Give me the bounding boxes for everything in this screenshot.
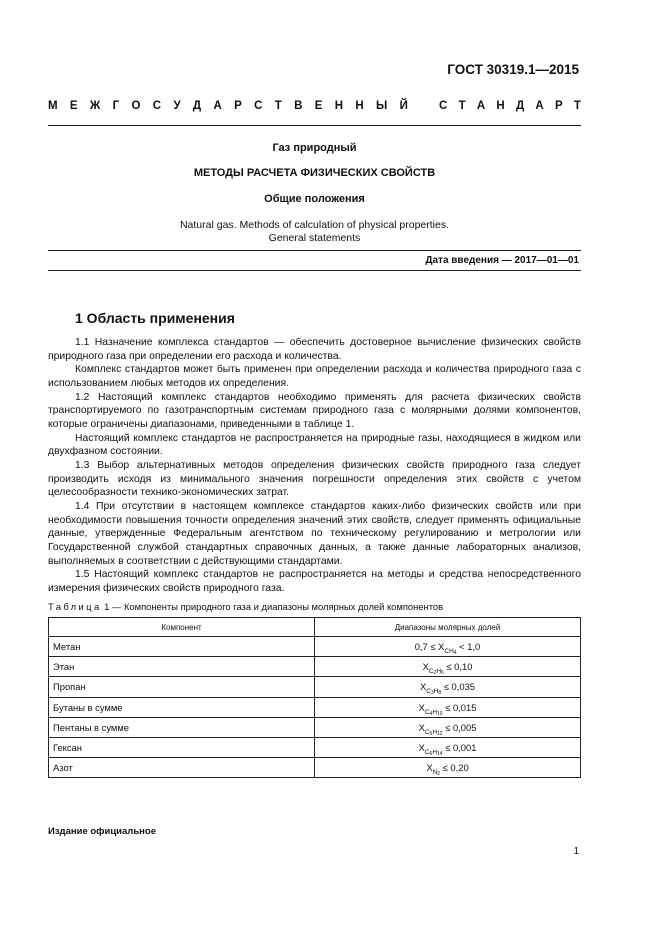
table-row: [49, 758, 581, 778]
interstate-letter: Ж: [89, 100, 101, 112]
range-sub: CH: [444, 648, 454, 656]
interstate-letter: Г: [112, 100, 120, 112]
interstate-standard-banner: [48, 100, 581, 112]
table-caption: [48, 601, 443, 612]
interstate-letter: Д: [192, 100, 202, 112]
interstate-letter: Т: [274, 100, 282, 112]
range-cell: [315, 758, 581, 778]
interstate-letter: С: [254, 100, 263, 112]
range-sub4: 10: [437, 710, 443, 717]
range-cell: [315, 717, 581, 737]
paragraph: 1.2 Настоящий комплекс стандартов необходимо применять для расчета физических свойств транспортируемого по газотранспортным системам природного газа с молярными долями компонентов, которые ограничены диапазонами, приведенными в таблице 1.: [48, 391, 581, 430]
standard-letter: А: [476, 100, 486, 112]
table-header-row: [49, 618, 581, 637]
standard-letter: Р: [554, 100, 563, 112]
formula-subscript: [444, 648, 456, 655]
range-var: X: [422, 661, 429, 673]
interstate-letter: Н: [355, 100, 364, 112]
range-sub2: 2: [433, 670, 437, 677]
range-cell: [315, 737, 581, 757]
interstate-letter: О: [131, 100, 141, 112]
formula-subscript: [426, 688, 441, 695]
interstate-letter: Е: [69, 100, 78, 112]
formula-subscript: [429, 668, 444, 675]
component-cell: Метан: [49, 637, 315, 657]
subject-title: Газ природный: [272, 142, 357, 154]
table-row: [49, 697, 581, 717]
english-title-line1: Natural gas. Methods of calculation of physical properties.: [179, 219, 450, 231]
page-number: 1: [573, 846, 579, 857]
standard-letter: Н: [496, 100, 505, 112]
table-caption-text: 1 — Компоненты природного газа и диапазоны молярных долей компонентов: [104, 601, 444, 612]
interstate-letter: Н: [334, 100, 344, 112]
range-sub: N: [432, 769, 438, 777]
range-cell: [315, 657, 581, 677]
range-post: ≤ 0,20: [440, 762, 469, 774]
introduction-date: Дата введения — 2017—01—01: [425, 255, 579, 266]
standard-word: [439, 100, 581, 112]
range-sub2: 6: [429, 751, 433, 758]
range-sub3: H: [433, 688, 439, 696]
column-header-range: Диапазоны молярных долей: [315, 618, 581, 637]
range-sub2: 2: [437, 771, 441, 778]
interstate-word: [48, 100, 408, 112]
component-cell: Азот: [49, 758, 315, 778]
range-sub3: H: [432, 728, 438, 736]
range-cell: [315, 697, 581, 717]
range-sub4: 12: [437, 730, 443, 737]
formula-subscript: [425, 749, 443, 756]
range-post: ≤ 0,035: [441, 681, 476, 693]
english-title-line2: General statements: [268, 232, 361, 244]
standard-letter: А: [535, 100, 544, 112]
interstate-letter: У: [173, 100, 181, 112]
official-edition-note: Издание официальное: [48, 826, 156, 837]
table-row: [49, 717, 581, 737]
range-sub: C: [428, 668, 434, 676]
range-sub4: 8: [438, 690, 442, 697]
table-row: [49, 737, 581, 757]
range-var: X: [418, 721, 425, 733]
range-cell: [315, 637, 581, 657]
section-body: [48, 336, 581, 595]
formula-subscript: [425, 729, 443, 736]
interstate-letter: Е: [314, 100, 323, 112]
range-post: ≤ 0,005: [442, 721, 477, 733]
range-sub2: 4: [429, 710, 433, 717]
range-sub: C: [424, 749, 430, 757]
range-post: < 1,0: [456, 641, 481, 653]
paragraph: Настоящий комплекс стандартов не распространяется на природные газы, находящиеся в жидком или двухфазном состоянии.: [48, 432, 581, 458]
main-title: МЕТОДЫ РАСЧЕТА ФИЗИЧЕСКИХ СВОЙСТВ: [193, 167, 436, 179]
formula-subscript: [433, 769, 440, 776]
interstate-letter: А: [213, 100, 222, 112]
range-sub3: H: [432, 708, 438, 716]
component-cell: Пропан: [49, 677, 315, 697]
component-cell: Бутаны в сумме: [49, 697, 315, 717]
section-heading: 1 Область применения: [75, 310, 235, 326]
range-post: ≤ 0,001: [442, 742, 477, 754]
formula-subscript: [425, 709, 443, 716]
paragraph: 1.4 При отсутствии в настоящем комплексе стандартов каких-либо физических свойств или при необходимости повышения точности определения значений этих свойств, следует применять официальные данные, утвержденные Федеральным агентством по техническому регулированию и метрологии или Государственной службой стандартных справочных данных, а также данные лабораторных анализов, выполняемых в соответствии с действующими стандартами.: [48, 500, 581, 567]
column-header-component: Компонент: [49, 618, 315, 637]
range-sub2: 4: [453, 650, 457, 657]
range-sub: C: [424, 728, 430, 736]
standard-letter: Д: [515, 100, 525, 112]
table-caption-label: Таблица: [48, 601, 102, 612]
range-sub: C: [424, 708, 430, 716]
range-sub4: 6: [441, 670, 444, 677]
paragraph: Комплекс стандартов может быть применен при определении расхода и количества природного газа с использованием любых методов их определения.: [48, 364, 581, 389]
part-title: Общие положения: [264, 193, 365, 205]
range-sub4: 14: [437, 751, 443, 758]
paragraph: 1.1 Назначение комплекса стандартов — обеспечить достоверное вычисление физических свойств природного газа при определении его расхода и количества.: [48, 337, 581, 362]
paragraph: 1.5 Настоящий комплекс стандартов не распространяется на методы и средства непосредственного измерения физических свойств природного газа.: [48, 569, 581, 594]
document-number: ГОСТ 30319.1—2015: [447, 62, 579, 77]
range-var: X: [418, 701, 425, 713]
range-sub3: H: [432, 749, 438, 757]
range-sub3: H: [436, 668, 442, 676]
components-table: [48, 617, 581, 778]
range-sub2: 3: [430, 690, 434, 697]
interstate-letter: М: [48, 100, 58, 112]
interstate-letter: В: [294, 100, 303, 112]
top-divider: [48, 125, 581, 126]
range-var: X: [418, 742, 425, 754]
interstate-letter: Й: [399, 100, 408, 112]
table-row: [49, 677, 581, 697]
date-divider: [48, 270, 581, 271]
component-cell: Гексан: [49, 737, 315, 757]
standard-letter: Т: [458, 100, 466, 112]
range-post: ≤ 0,10: [443, 661, 473, 673]
standard-letter: С: [439, 100, 448, 112]
range-cell: [315, 677, 581, 697]
interstate-letter: Ы: [376, 100, 388, 112]
range-var: X: [438, 641, 445, 653]
range-var: X: [419, 681, 427, 693]
component-cell: Пентаны в сумме: [49, 717, 315, 737]
interstate-letter: Р: [234, 100, 242, 112]
range-pre: 0,7 ≤: [414, 641, 439, 653]
range-post: ≤ 0,015: [442, 701, 477, 713]
range-var: X: [426, 762, 433, 774]
paragraph: 1.3 Выбор альтернативных методов определения физических свойств природного газа следует производить исходя из минимального значения погрешности определения этих свойств с учетом целесообразности технико-экономических затрат.: [48, 459, 581, 499]
standard-letter: Т: [573, 100, 581, 112]
range-sub2: 5: [429, 730, 433, 737]
interstate-letter: С: [152, 100, 162, 112]
component-cell: Этан: [49, 657, 315, 677]
range-sub: C: [426, 688, 431, 696]
table-row: [49, 637, 581, 657]
title-divider: [48, 250, 581, 251]
table-row: [49, 657, 581, 677]
